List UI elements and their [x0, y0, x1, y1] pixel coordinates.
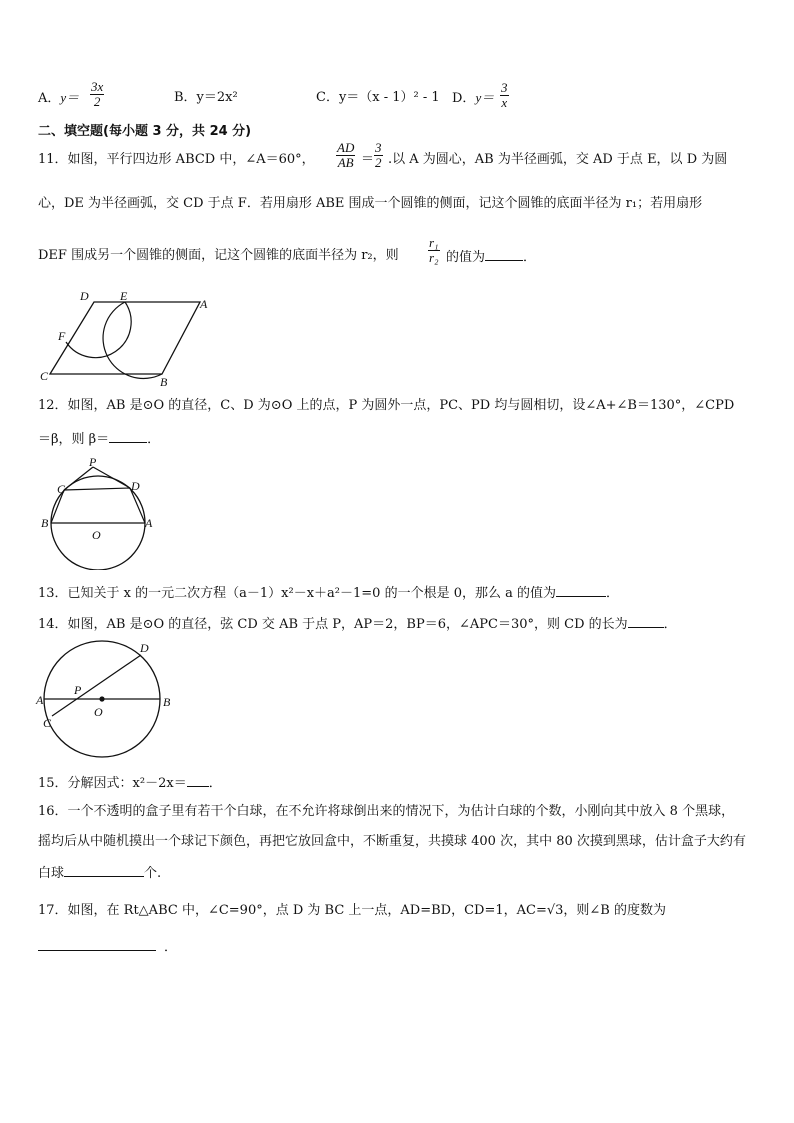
- q12-line1: 12．如图，AB 是⊙O 的直径，C、D 为⊙O 上的点，P 为圆外一点，PC、PD 均与圆相切，设∠A+∠B＝130°，∠CPD: [38, 398, 735, 413]
- q14-label-o: O: [94, 705, 103, 719]
- q11-ratio-fraction: $\frac{AD}{AB}$: [337, 140, 355, 170]
- q10-option-a: A．y＝: [38, 90, 80, 106]
- q16-answer-blank[interactable]: [64, 864, 144, 877]
- q11-answer-blank[interactable]: [485, 248, 523, 261]
- q11-line2: 心，DE 为半径画弧，交 CD 于点 F．若用扇形 ABE 围成一个圆锥的侧面，记这个圆锥的底面半径为 r₁；若用扇形: [38, 196, 703, 211]
- q14-label-d: D: [140, 641, 149, 655]
- q13-answer-blank[interactable]: [556, 584, 606, 597]
- q13-text: 13．已知关于 x 的一元二次方程（a－1）x²－x＋a²－1=0 的一个根是 0，那么 a 的值为 ．: [38, 586, 619, 601]
- q12-label-c: C: [57, 482, 66, 496]
- q10-option-a-fraction: $\frac{3x}{2}$: [91, 79, 104, 109]
- q14-label-p: P: [74, 683, 82, 697]
- q12-label-p: P: [89, 455, 97, 469]
- q10-option-c: C．y＝（x - 1）² - 1: [316, 90, 440, 105]
- q16-line2: 摇均后从中随机摸出一个球记下颜色，再把它放回盒中，不断重复，共摸球 400 次，其中 80 次摸到黑球，估计盒子大约有: [38, 834, 746, 849]
- q10-option-d-fraction: $\frac{3}{x}$: [501, 80, 508, 110]
- section-heading: 二、填空题(每小题 3 分，共 24 分): [38, 124, 252, 139]
- q16-line3: 白球 个.: [38, 866, 162, 881]
- q11-label-e: E: [120, 290, 128, 303]
- q14-circle-figure: [34, 638, 179, 758]
- q11-r-fraction: $\frac{\text{r₁}}{\text{r₂}}$: [429, 235, 439, 265]
- q11-line3-a: DEF 围成另一个圆锥的侧面，记这个圆锥的底面半径为 r₂，则: [38, 248, 399, 263]
- q11-parallelogram-figure: [30, 290, 220, 390]
- q10-option-b: B．y＝2x²: [174, 90, 238, 105]
- q14-answer-blank[interactable]: [628, 615, 664, 628]
- q14-label-c: C: [43, 716, 52, 730]
- q11-line3-b: 的值为 ．: [446, 250, 537, 265]
- q14-text: 14．如图，AB 是⊙O 的直径，弦 CD 交 AB 于点 P，AP＝2，BP＝6，∠APC＝30°，则 CD 的长为 ．: [38, 617, 677, 632]
- q12-answer-blank[interactable]: [109, 430, 147, 443]
- q11-label-d: D: [80, 290, 89, 303]
- q17-answer-blank[interactable]: [38, 938, 156, 951]
- q11-label-c: C: [40, 369, 49, 383]
- q15-answer-blank[interactable]: [187, 774, 209, 787]
- q11-line1-b: .以 A 为圆心，AB 为半径画弧，交 AD 于点 E，以 D 为圆: [388, 152, 728, 167]
- q12-line2: ＝β，则 β＝ ．: [38, 432, 161, 447]
- q14-label-a: A: [36, 693, 44, 707]
- q12-circle-figure: [36, 455, 166, 570]
- q11-label-b: B: [160, 375, 168, 389]
- q16-line1: 16．一个不透明的盒子里有若干个白球，在不允许将球倒出来的情况下，为估计白球的个数，小刚向其中放入 8 个黑球，: [38, 804, 735, 819]
- q17-answer-line: ．: [38, 938, 177, 956]
- q12-label-o: O: [92, 528, 101, 542]
- q12-label-a: A: [145, 516, 153, 530]
- q11-line1-a: 11．如图，平行四边形 ABCD 中，∠A＝60°，: [38, 152, 315, 167]
- q11-ratio-value: $\frac{3}{2}$: [375, 140, 382, 170]
- q11-eq: ＝: [361, 152, 375, 167]
- q11-label-a: A: [200, 297, 208, 311]
- q10-option-d: D．y＝: [452, 90, 495, 106]
- q17-line1: 17．如图，在 Rt△ABC 中，∠C=90°，点 D 为 BC 上一点，AD=BD，CD=1，AC=√3，则∠B 的度数为: [38, 903, 666, 918]
- q15-text: 15．分解因式：x²－2x＝ ．: [38, 776, 222, 791]
- q12-label-b: B: [41, 516, 49, 530]
- q12-label-d: D: [131, 479, 140, 493]
- q11-label-f: F: [58, 329, 66, 343]
- q14-label-b: B: [163, 695, 171, 709]
